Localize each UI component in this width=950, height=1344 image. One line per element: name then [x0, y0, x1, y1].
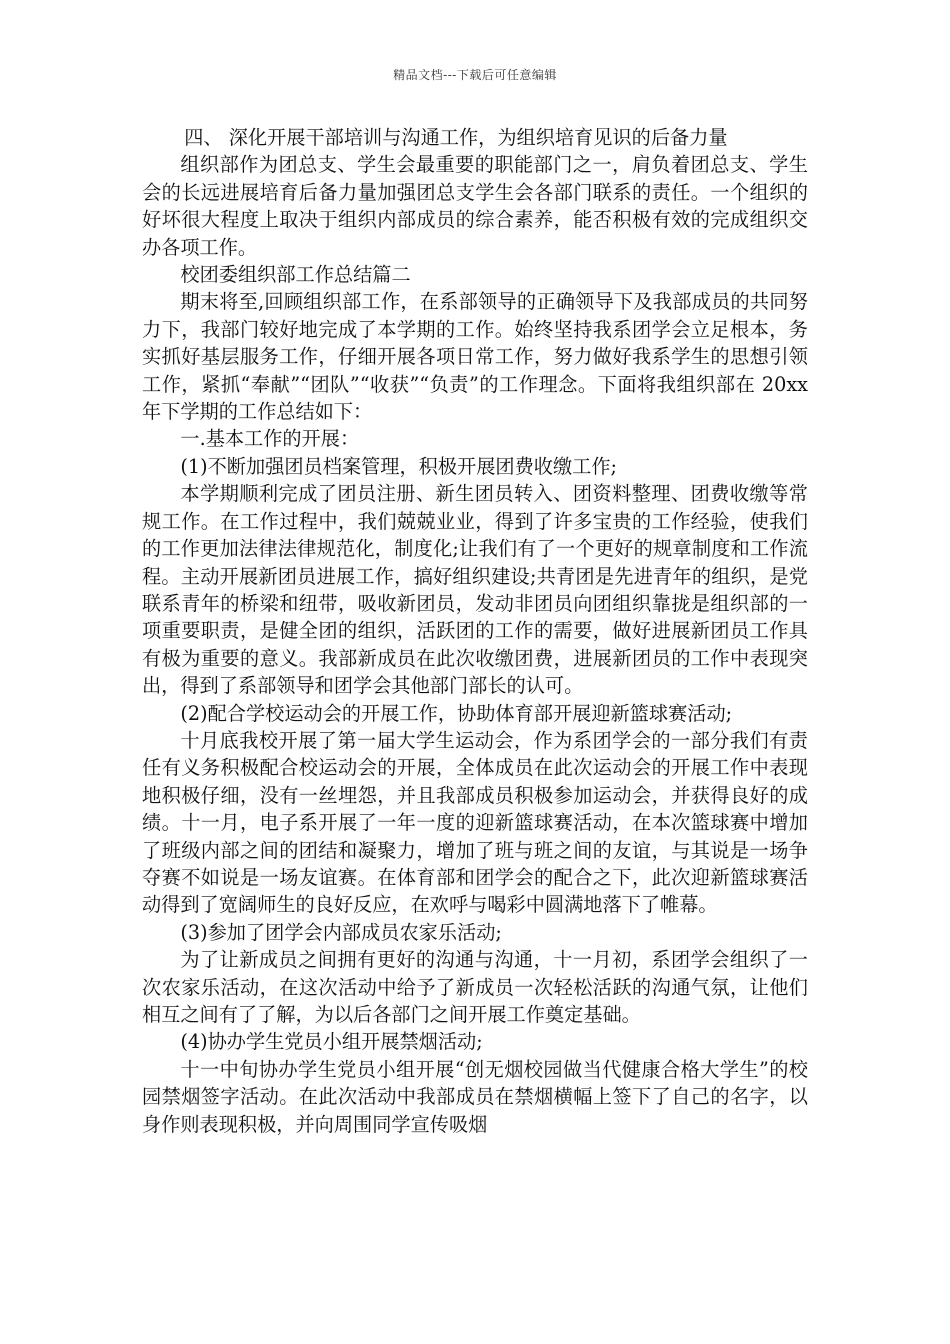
paragraph: 十一中旬协办学生党员小组开展“创无烟校园做当代健康合格大学生”的校园禁烟签字活动。在此次活动中我部成员在禁烟横幅上签下了自己的名字，以身作则表现积极，并向周围同学宣传吸烟	[142, 1057, 808, 1136]
document-body	[142, 124, 808, 1138]
paragraph: 本学期顺利完成了团员注册、新生团员转入、团资料整理、团费收缴等常规工作。在工作过程中，我们兢兢业业，得到了许多宝贵的工作经验，使我们的工作更加法律法律规范化，制度化;让我们有了一个更好的规章制度和工作流程。主动开展新团员进展工作，搞好组织建设;共青团是先进青年的组织，是党联系青年的桥梁和纽带，吸收新团员，发动非团员向团组织靠拢是组织部的一项重要职责，是健全团的组织，活跃团的工作的需要，做好进展新团员工作具有极为重要的意义。我部新成员在此次收缴团费，进展新团员的工作中表现突出，得到了系部领导和团学会其他部门部长的认可。	[142, 482, 808, 698]
article-title: 校团委组织部工作总结篇二	[180, 263, 411, 287]
subheading: 一.基本工作的开展：	[180, 427, 360, 451]
list-item-heading: (4)协办学生党员小组开展禁烟活动;	[180, 1030, 483, 1054]
paragraph: 为了让新成员之间拥有更好的沟通与沟通，十一月初，系团学会组织了一次农家乐活动，在这次活动中给予了新成员一次轻松活跃的沟通气氛，让他们相互之间有了了解，为以后各部门之间开展工作奠定基础。	[142, 948, 808, 1026]
list-item-heading: (2)配合学校运动会的开展工作，协助体育部开展迎新篮球赛活动;	[180, 701, 733, 725]
paragraph: 组织部作为团总支、学生会最重要的职能部门之一，肩负着团总支、学生会的长远进展培育后备力量加强团总支学生会各部门联系的责任。一个组织的好坏很大程度上取决于组织内部成员的综合素养，能否积极有效的完成组织交办各项工作。	[142, 153, 808, 259]
list-item-heading: (3)参加了团学会内部成员农家乐活动;	[180, 920, 502, 944]
list-item-heading: (1)不断加强团员档案管理，积极开展团费收缴工作;	[180, 454, 617, 478]
page-header: 精品文档---下载后可任意编辑	[393, 68, 557, 82]
paragraph: 期末将至,回顾组织部工作，在系部领导的正确领导下及我部成员的共同努力下，我部门较好地完成了本学期的工作。始终坚持我系团学会立足根本，务实抓好基层服务工作，仔细开展各项日常工作，努力做好我系学生的思想引领工作，紧抓“奉献”“团队”“收获”“负责”的工作理念。下面将我组织部在 20xx 年下学期的工作总结如下：	[142, 290, 808, 424]
paragraph: 十月底我校开展了第一届大学生运动会，作为系团学会的一部分我们有责任有义务积极配合校运动会的开展，全体成员在此次运动会的开展工作中表现地积极仔细，没有一丝埋怨，并且我部成员积极参加运动会，并获得良好的成绩。十一月，电子系开展了一年一度的迎新篮球赛活动，在本次篮球赛中增加了班级内部之间的团结和凝聚力，增加了班与班之间的友谊，与其说是一场争夺赛不如说是一场友谊赛。在体育部和团学会的配合之下，此次迎新篮球赛活动得到了宽阔师生的良好反应，在欢呼与喝彩中圆满地落下了帷幕。	[142, 728, 808, 917]
section-heading: 四、 深化开展干部培训与沟通工作，为组织培育见识的后备力量	[184, 126, 728, 149]
